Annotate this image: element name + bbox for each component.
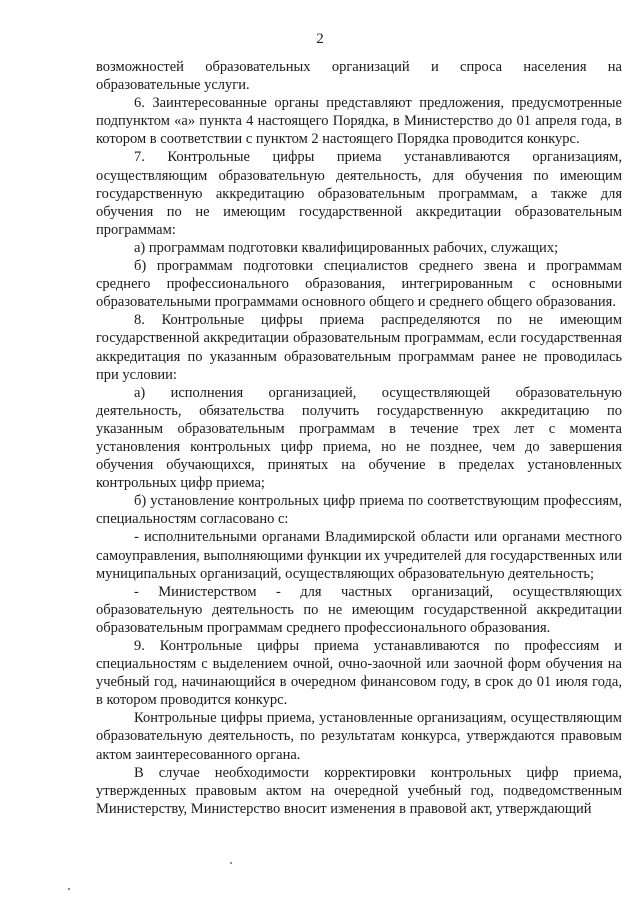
paragraph-item-7a: а) программам подготовки квалифицированных рабочих, служащих;: [134, 239, 559, 256]
paragraph-item-7b: б) программам подготовки специалистов среднего звена и программам среднего профессионального образования, интегрированным с основными образовательными программами основного общего и среднего общего образования.: [96, 258, 622, 311]
paragraph-item-7: 7. Контрольные цифры приема устанавливаются организациям, осуществляющим образовательную деятельность, для обучения по имеющим государственную аккредитацию образовательным программам, а также для обучения по не имеющим государственной аккредитации образовательным программам:: [96, 149, 622, 238]
paragraph-item-8b: б) установление контрольных цифр приема по соответствующим профессиям, специальностям согласовано с:: [96, 493, 622, 528]
paragraph-item-8a: а) исполнения организацией, осуществляющей образовательную деятельность, обязательства получить государственную аккредитацию по указанным образовательным программам в течение трех лет с момента установления контрольных цифр приема, но не позднее, чем до завершения обучения обучающихся, принятых на обучение в пределах установленных контрольных цифр приема;: [96, 384, 622, 492]
scan-speck: [68, 888, 70, 890]
paragraph-item-8: 8. Контрольные цифры приема распределяются по не имеющим государственной аккредитации образовательным программам, если государственная аккредитация по указанным образовательным программам ранее не проводилась при условии:: [96, 312, 622, 383]
page-number: 2: [316, 31, 324, 47]
paragraph-continuation: возможностей образовательных организаций и спроса населения на образовательные услуги.: [96, 59, 622, 94]
paragraph-item-9: 9. Контрольные цифры приема устанавливаются по профессиям и специальностям с выделением очной, очно-заочной или заочной форм обучения на учебный год, начинающийся в очередном финансовом году, в срок до 01 июля года, в котором проводится конкурс.: [96, 638, 622, 709]
paragraph-item-8b-dash-2: - Министерством - для частных организаций, осуществляющих образовательную деятельность по не имеющим государственной аккредитации образовательным программам среднего профессионального образования.: [96, 583, 622, 636]
scan-speck: [230, 862, 232, 864]
document-body: [96, 58, 622, 818]
paragraph-item-6: 6. Заинтересованные органы представляют предложения, предусмотренные подпунктом «а» пункта 4 настоящего Порядка, в Министерство до 01 апреля года, в котором в соответствии с пунктом 2 настоящего Порядка проводится конкурс.: [96, 95, 622, 148]
paragraph-item-9-correction: В случае необходимости корректировки контрольных цифр приема, утвержденных правовым актом на очередной учебный год, подведомственным Министерству, Министерство вносит изменения в правовой акт, утверждающий: [96, 764, 622, 817]
paragraph-item-9-approval: Контрольные цифры приема, установленные организациям, осуществляющим образовательную деятельность, по результатам конкурса, утверждаются правовым актом заинтересованного органа.: [96, 710, 622, 763]
paragraph-item-8b-dash-1: - исполнительными органами Владимирской области или органами местного самоуправления, выполняющими функции их учредителей для государственных или муниципальных организаций, осуществляющих образовательную деятельность;: [96, 529, 622, 582]
